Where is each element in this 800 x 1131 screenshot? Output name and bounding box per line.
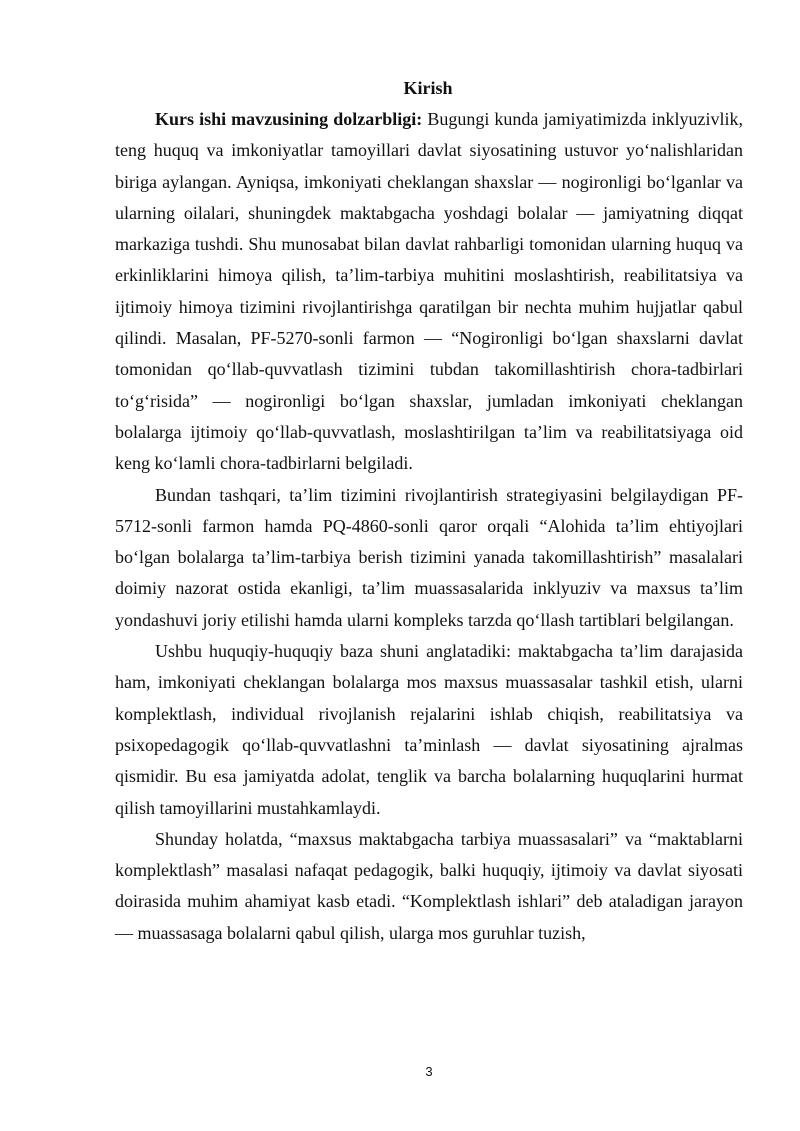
paragraph-text: Ushbu huquqiy-huquqiy baza shuni anglatadiki: maktabgacha ta’lim darajasida ham, imkoniyati cheklangan bolalarga mos maxsus muassasalar tashkil etish, ularni komplektlash, individual rivojlanish rejalarini ishlab chiqish, reabilitatsiya va psixopedagogik qo‘llab-quvvatlashni ta’minlash — davlat siyosatining ajralmas qismidir. Bu esa jamiyatda adolat, tenglik va barcha bolalarning huquqlarini hurmat qilish tamoyillarini mustahkamlaydi. xyxy=(115,641,743,818)
paragraph-text: Bugungi kunda jamiyatimizda inklyuzivlik, teng huquq va imkoniyatlar tamoyillari davlat siyosatining ustuvor yo‘nalishlaridan biriga aylangan. Ayniqsa, imkoniyati cheklangan shaxslar — nogironligi bo‘lganlar va ularning oilalari, shuningdek maktabgacha yoshdagi bolalar — jamiyatning diqqat markaziga tushdi. Shu munosabat bilan davlat rahbarligi tomonidan ularning huquq va erkinliklarini himoya qilish, ta’lim-tarbiya muhitini moslashtirish, reabilitatsiya va ijtimoiy himoya tizimini rivojlantirishga qaratilgan bir nechta muhim hujjatlar qabul qilindi. Masalan, PF-5270-sonli farmon — “Nogironligi bo‘lgan shaxslarni davlat tomonidan qo‘llab-quvvatlash tizimini tubdan takomillashtirish chora-tadbirlari to‘g‘risida” — nogironligi bo‘lgan shaxslar, jumladan imkoniyati cheklangan bolalarga ijtimoiy qo‘llab-quvvatlash, moslashtirilgan ta’lim va reabilitatsiyaga oid keng ko‘lamli chora-tadbirlarni belgiladi. xyxy=(115,109,743,474)
page-title: Kirish xyxy=(403,78,453,98)
paragraph-4 xyxy=(115,824,743,949)
paragraph-text: Bundan tashqari, ta’lim tizimini rivojlantirish strategiyasini belgilaydigan PF-5712-sonli farmon hamda PQ-4860-sonli qaror orqali “Alohida ta’lim ehtiyojlari bo‘lgan bolalarga ta’lim-tarbiya berish tizimini yanada takomillashtirish” masalalari doimiy nazorat ostida ekanligi, ta’lim muassasalarida inklyuziv va maxsus ta’lim yondashuvi joriy etilishi hamda ularni kompleks tarzda qo‘llash tartiblari belgilangan. xyxy=(115,484,743,630)
paragraph-lead-bold: Kurs ishi mavzusining dolzarbligi: xyxy=(155,109,423,129)
paragraph-text: Shunday holatda, “maxsus maktabgacha tarbiya muassasalari” va “maktablarni komplektlash” masalasi nafaqat pedagogik, balki huquqiy, ijtimoiy va davlat siyosati doirasida muhim ahamiyat kasb etadi. “Komplektlash ishlari” deb ataladigan jarayon — muassasaga bolalarni qabul qilish, ularga mos guruhlar tuzish, xyxy=(115,828,743,943)
page-number: 3 xyxy=(425,1064,433,1079)
paragraph-2 xyxy=(115,480,743,636)
paragraph-1 xyxy=(115,104,743,480)
document-body xyxy=(115,104,743,949)
paragraph-3 xyxy=(115,636,743,824)
